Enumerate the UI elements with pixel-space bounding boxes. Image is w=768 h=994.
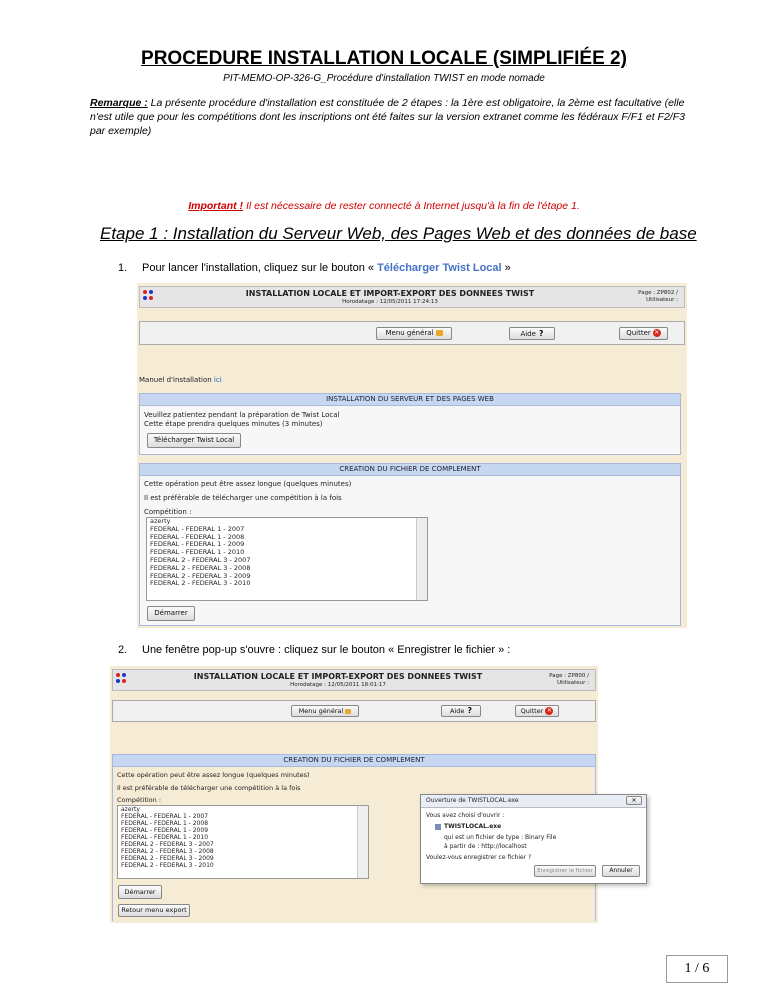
home-icon [436,330,443,336]
complement-section [139,463,681,626]
competition-label: Compétition : [117,796,162,804]
manuel-link[interactable]: ici [213,376,222,384]
close-icon: ✕ [654,329,660,336]
open-file-dialog [420,794,647,884]
dialog-type-line: qui est un fichier de type : Binary File [444,834,557,841]
horodatage-2: Horodatage : 12/05/2011 18:01:17 [290,682,386,688]
competition-list[interactable] [146,517,428,601]
file-icon [435,824,441,830]
list-item[interactable]: FEDERAL - FEDERAL 1 - 2008 [150,532,245,541]
install-server-section [139,393,681,455]
dialog-question: Voulez-vous enregistrer ce fichier ? [426,854,532,861]
complement-line-2: Il est préférable de télécharger une compétition à la fois [117,784,301,792]
list-item[interactable]: FEDERAL - FEDERAL 1 - 2008 [121,820,209,827]
aide-button[interactable] [441,705,481,717]
dialog-from-line: à partir de : http://localhost [444,843,527,850]
list-item[interactable]: FEDERAL 2 - FEDERAL 3 - 2007 [121,841,214,848]
page-number: 1 / 6 [666,955,728,983]
list-item[interactable]: FEDERAL - FEDERAL 1 - 2010 [150,548,245,557]
competition-list[interactable] [117,805,369,879]
remark-label: Remarque : [90,97,148,109]
list-item[interactable]: FEDERAL 2 - FEDERAL 3 - 2008 [121,848,214,855]
dialog-close-icon[interactable]: ✕ [626,796,642,805]
important-note [0,200,768,212]
list-item[interactable]: FEDERAL 2 - FEDERAL 3 - 2010 [150,579,251,588]
list-item[interactable]: FEDERAL 2 - FEDERAL 3 - 2010 [121,862,214,869]
dialog-title: Ouverture de TWISTLOCAL.exe [426,797,519,804]
complement-header-2: CREATION DU FICHIER DE COMPLEMENT [113,755,595,767]
step-1-pre: Pour lancer l'installation, cliquez sur le bouton « [142,262,378,274]
help-icon: ? [467,706,473,715]
remark-text: La présente procédure d'installation est constituée de 2 étapes : la 1ère est obligatoire, la 2ème est facultative (elle n'est utile que pour les compétitions dont les inscriptions ont été faites sur la version extranet comme les fédéraux F/F1 et F2/F3 par exemple) [90,97,685,137]
cancel-button[interactable]: Annuler [602,865,640,877]
list-item[interactable]: FEDERAL - FEDERAL 1 - 2007 [150,524,245,533]
quitter-button[interactable] [619,327,668,340]
document-subtitle: PIT-MEMO-OP-326-G_Procédure d'installation TWIST en mode nomade [223,73,545,84]
header-title-2: INSTALLATION LOCALE ET IMPORT-EXPORT DES DONNEES TWIST [193,672,483,681]
close-icon: ✕ [546,707,552,714]
horodatage: Horodatage : 12/05/2011 17:24:13 [342,299,438,305]
toolbar [139,321,685,345]
page-label: Page : ZP802 / [638,290,678,296]
aide-label: Aide [449,707,465,715]
important-text: Il est nécessaire de rester connecté à Internet jusqu'à la fin de l'étape 1. [243,200,580,212]
dialog-filename-row [435,823,501,830]
user-label: Utilisateur : [646,297,678,303]
list-item[interactable]: azerty [150,517,171,525]
page-info-2 [549,673,589,687]
list-item[interactable]: FEDERAL - FEDERAL 1 - 2009 [121,827,209,834]
page-title: PROCEDURE INSTALLATION LOCALE (SIMPLIFIÉE 2) [141,48,627,69]
complement-line-2: Il est préférable de télécharger une compétition à la fois [144,494,342,502]
home-icon [345,709,351,714]
quitter-button[interactable] [515,705,559,717]
quitter-label: Quitter [520,707,544,715]
list-scrollbar[interactable] [357,806,368,878]
step-1 [118,262,511,274]
install-line-2: Cette étape prendra quelques minutes (3 minutes) [144,420,323,428]
step-1-post: » [501,262,511,274]
manuel-text: Manuel d'installation [139,376,214,384]
screenshot-step-1 [137,283,687,628]
complement-line-1: Cette opération peut être assez longue (quelques minutes) [144,480,352,488]
page-info [638,290,678,304]
dialog-titlebar [421,795,646,808]
list-item[interactable]: FEDERAL - FEDERAL 1 - 2009 [150,540,245,549]
twist-logo-icon [116,673,128,687]
menu-general-button[interactable] [291,705,359,717]
menu-general-label: Menu général [298,707,344,715]
step-2 [118,644,510,656]
demarrer-button[interactable]: Démarrer [147,606,195,621]
step-1-number: 1. [118,262,128,274]
help-icon: ? [538,329,544,338]
menu-general-button[interactable] [376,327,452,340]
list-scrollbar[interactable] [416,518,427,600]
page-label-2: Page : ZP800 / [549,673,589,679]
user-label-2: Utilisateur : [557,680,589,686]
complement-line-1: Cette opération peut être assez longue (quelques minutes) [117,771,310,779]
step-1-highlight: Télécharger Twist Local [377,262,502,274]
list-item[interactable]: FEDERAL - FEDERAL 1 - 2007 [121,813,209,820]
toolbar-2 [112,700,596,722]
dialog-filename: TWISTLOCAL.exe [444,823,502,830]
list-item[interactable]: FEDERAL 2 - FEDERAL 3 - 2009 [121,855,214,862]
step-2-text: Une fenêtre pop-up s'ouvre : cliquez sur le bouton « Enregistrer le fichier » : [142,644,511,656]
retour-menu-export-button[interactable]: Retour menu export [118,904,190,917]
complement-header: CREATION DU FICHIER DE COMPLEMENT [140,464,680,476]
step-2-number: 2. [118,644,128,656]
dialog-chosen: Vous avez choisi d'ouvrir : [426,812,505,819]
app-header [139,286,685,308]
menu-general-label: Menu général [385,329,434,337]
manuel-line [139,376,222,384]
screenshot-step-2 [110,666,637,923]
save-file-button[interactable]: Enregistrer le fichier [534,865,596,877]
list-item[interactable]: azerty [121,806,140,813]
aide-label: Aide [520,330,536,338]
list-item[interactable]: FEDERAL 2 - FEDERAL 3 - 2008 [150,563,251,572]
install-server-header: INSTALLATION DU SERVEUR ET DES PAGES WEB [140,394,680,406]
remark-paragraph [90,96,690,138]
competition-label: Compétition : [144,508,192,516]
list-item[interactable]: FEDERAL - FEDERAL 1 - 2010 [121,834,209,841]
quitter-label: Quitter [626,329,651,337]
aide-button[interactable] [509,327,555,340]
demarrer-button[interactable]: Démarrer [118,885,162,899]
important-label: Important ! [188,200,244,212]
download-twist-local-button[interactable]: Télécharger Twist Local [147,433,241,448]
twist-logo-icon [143,290,155,304]
app-header-2 [112,669,596,691]
header-title: INSTALLATION LOCALE ET IMPORT-EXPORT DES DONNEES TWIST [245,289,535,298]
install-line-1: Veuillez patientez pendant la préparation de Twist Local [144,411,340,419]
list-item[interactable]: FEDERAL 2 - FEDERAL 3 - 2009 [150,571,251,580]
section-heading-etape1: Etape 1 : Installation du Serveur Web, des Pages Web et des données de base [100,224,697,243]
list-item[interactable]: FEDERAL 2 - FEDERAL 3 - 2007 [150,555,251,564]
